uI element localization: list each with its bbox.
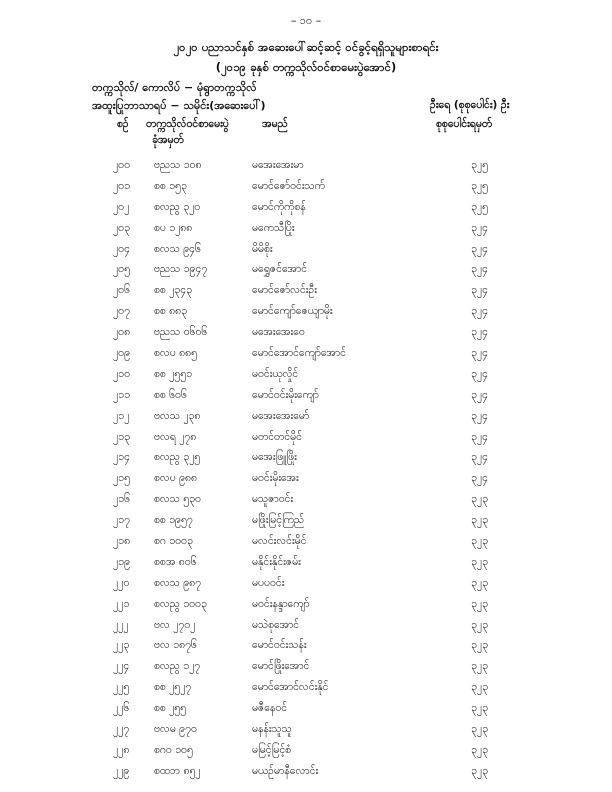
row-number: ၂၂၆: [113, 702, 130, 715]
student-name: မယဉ်မာနီလောင်း: [252, 764, 319, 777]
row-number: ၂၂၃: [113, 639, 130, 652]
table-row: [0, 408, 612, 429]
total-marks: ၃၂၄: [471, 347, 488, 360]
roll-number: စစ ၂၅၂၇: [154, 681, 192, 694]
roll-number: စစ ၂၅၅: [154, 702, 187, 715]
total-marks: ၃၂၅: [471, 200, 488, 213]
total-marks: ၃၂၃: [471, 639, 488, 652]
student-name: မအေးအေးမော်: [252, 409, 310, 422]
roll-number: စလသ ၉၄၆: [154, 242, 201, 255]
student-name: မသူဇာဝင်း: [252, 493, 294, 506]
roll-number: စလပ ၈၈၅: [154, 347, 197, 360]
total-marks: ၃၂၄: [471, 472, 488, 485]
table-row: [0, 742, 612, 763]
table-row: [0, 387, 612, 408]
student-name: မအေးဖြူဖြိုး: [252, 451, 297, 464]
roll-number: ဗလမ ၉၇၀: [154, 723, 197, 736]
roll-number: ဗညသ ၁၀၈: [154, 159, 202, 171]
total-marks: ၃၂၄: [471, 284, 488, 297]
student-name: မိမိစိုး: [252, 242, 273, 255]
roll-number: စလသ ၅၃၀: [154, 493, 201, 506]
university-line: တက္ကသိုလ်/ ကောလိပ် − မုံရွာတက္ကသိုလ်: [92, 81, 257, 94]
total-marks: ၃၂၄: [471, 367, 488, 380]
table-row: [0, 679, 612, 700]
table-row: [0, 470, 612, 491]
roll-number: ဗလသ ၂၃၈: [154, 409, 201, 422]
total-marks: ၃၂၅: [471, 179, 488, 192]
row-number: ၂၂၂: [113, 618, 129, 631]
document-subtitle: (၂၀၁၉ ခုနှစ် တက္ကသိုလ်ဝင်စာမေးပွဲအောင်): [215, 60, 397, 74]
student-name: မသဲစုအောင်: [252, 618, 300, 631]
table-row: [0, 282, 612, 303]
total-marks: ၃၂၃: [471, 681, 488, 694]
table-row: [0, 449, 612, 470]
row-number: ၂၀၈: [113, 326, 131, 339]
total-marks: ၃၂၃: [471, 702, 488, 715]
row-number: ၂၁၁: [113, 388, 130, 401]
roll-number: စဂ၀ ၁၀၅: [154, 743, 193, 756]
roll-number: ဗညသ ၁၉၄၇: [154, 263, 208, 276]
roll-number: စလသ ၉၈၇: [154, 576, 202, 589]
table-row: [0, 575, 612, 596]
total-marks: ၃၂၃: [471, 597, 488, 610]
total-marks: ၃၂၃: [471, 514, 488, 527]
student-name: မဝင်းနန္ဒာကျော်: [252, 597, 310, 610]
student-name: မောင်ဇော်လင်းဦး: [252, 284, 317, 297]
roll-number: စစ ၆၀၆: [154, 388, 187, 401]
total-marks: ၃၂၃: [471, 660, 488, 673]
roll-number: စလညွ ၃၂၀: [154, 200, 201, 213]
total-marks: ၃၂၃: [471, 555, 488, 568]
table-row: [0, 178, 612, 199]
total-marks: ၃၂၃: [471, 723, 488, 736]
roll-number: စလပ ၉၈၈: [154, 472, 197, 485]
row-number: ၂၀၆: [113, 284, 130, 297]
row-number: ၂၁၀: [113, 367, 130, 380]
total-marks: ၃၂၃: [471, 493, 488, 506]
row-number: ၂၂၅: [113, 681, 130, 694]
row-number: ၂၀၂: [113, 200, 130, 213]
roll-number: စစ ၈၈၃: [154, 305, 188, 318]
row-number: ၂၁၈: [113, 535, 131, 548]
student-name: မအေးအေးဝေ: [252, 326, 305, 339]
total-marks: ၃၂၄: [471, 242, 488, 255]
table-row: [0, 157, 612, 178]
total-marks: ၃၂၄: [471, 305, 488, 318]
roll-number: စစအ ၈၀၆: [154, 555, 197, 568]
roll-number: စလညွ ၁၂၇: [154, 660, 201, 673]
table-row: [0, 199, 612, 220]
table-row: [0, 763, 612, 784]
table-row: [0, 512, 612, 533]
row-number: ၂၁၅: [113, 472, 130, 485]
total-marks: ၃၂၄: [471, 263, 488, 276]
table-row: [0, 324, 612, 345]
total-marks: ၃၂၃: [471, 618, 488, 631]
roll-number: စစ ၁၉၅၇: [154, 514, 193, 527]
total-marks: ၃၂၄: [471, 409, 488, 422]
student-name: မတင်တင်မိုင်: [252, 430, 302, 443]
total-marks: ၃၂၅: [471, 159, 488, 171]
row-number: ၂၀၁: [113, 179, 130, 192]
table-row: [0, 554, 612, 575]
column-header-no: စဉ်: [117, 118, 129, 130]
table-row: [0, 658, 612, 679]
column-header-roll-line2: ခုံအမှတ်: [152, 134, 184, 146]
total-marks: ၃၂၃: [471, 764, 488, 777]
student-name: မဝင်းမိုးအေး: [252, 472, 299, 485]
student-name: မကေသီပြိုး: [252, 221, 295, 234]
student-name: မနိုင်းနိုင်းဇမ်း: [252, 555, 301, 568]
column-header-marks: စုစုပေါင်းရမှတ်: [436, 118, 493, 130]
student-name: မောင်ကျော်ဇေယျာမိုး: [252, 305, 333, 318]
table-row: [0, 533, 612, 554]
column-header-name: အမည်: [262, 118, 288, 130]
total-marks: ၃၂၃: [471, 535, 488, 548]
student-name: မောင်ဝင်းမိုးကျော်: [252, 388, 319, 401]
table-row: [0, 241, 612, 262]
row-number: ၂၀၇: [113, 305, 130, 318]
student-name: မပပဝင်း: [252, 576, 285, 589]
total-marks: ၃၂၃: [471, 743, 488, 756]
row-number: ၂၂၈: [113, 743, 130, 756]
results-table: [0, 157, 612, 784]
row-number: ၂၂၁: [113, 597, 130, 610]
roll-number: စပ ၁၂၈၈: [154, 221, 193, 234]
roll-number: ဗလ ၂၇၀၂: [154, 618, 196, 631]
student-name: မောင်ကိုကိုစန်: [252, 200, 306, 213]
table-row: [0, 637, 612, 658]
roll-number: စစ ၂၅၅၁: [154, 367, 193, 380]
student-name: မောင်ဝင်းသန်း: [252, 639, 307, 652]
document-title: ၂၀၂၀ ပညာသင်နှစ် အဆေးပေါ်ဆင့်ဆင့် ဝင်ခွင့်ရရှိသူများစာရင်း: [173, 40, 439, 54]
roll-number: ဗလရ ၂၇၈: [154, 430, 197, 443]
row-number: ၂၁၂: [113, 409, 130, 422]
student-name: မအေးအေးမာ: [252, 159, 304, 171]
roll-number: စစ ၂၃၄၃: [154, 284, 193, 297]
row-number: ၂၁၃: [113, 430, 130, 443]
row-number: ၂၂၇: [113, 723, 130, 736]
total-marks: ၃၂၄: [471, 221, 488, 234]
student-name: မောင်ဖြိုးအောင်: [252, 660, 310, 673]
row-number: ၂၂၉: [113, 764, 130, 777]
student-name: မောင်အောင်လင်းနိုင်: [252, 681, 329, 694]
roll-number: ဗညသ ၀၆၀၆: [154, 326, 208, 339]
student-name: မဖြိုးမြင့်ကြည်: [252, 514, 305, 527]
table-row: [0, 261, 612, 282]
row-number: ၂၁၆: [113, 493, 130, 506]
student-name: မောင်ဇော်ဝင်းသက်: [252, 179, 325, 192]
student-name: မဝင်းယုလှိုင်: [252, 367, 299, 380]
row-number: ၂၀၀: [113, 159, 130, 171]
student-name: မဇီနေဝင်: [252, 702, 288, 715]
row-number: ၂၀၉: [113, 347, 130, 360]
roll-number: စလညွ ၁၀၀၃: [154, 597, 207, 610]
row-number: ၂၁၄: [113, 451, 130, 464]
table-row: [0, 303, 612, 324]
table-row: [0, 700, 612, 721]
roll-number: စလညွ ၃၂၅: [154, 451, 201, 464]
row-number: ၂၁၇: [113, 514, 130, 527]
row-number: ၂၁၉: [113, 555, 130, 568]
total-marks: ၃၂၄: [471, 430, 488, 443]
column-header-roll: တက္ကသိုလ်ဝင်စာမေးပွဲ: [146, 118, 229, 130]
student-name: မောင်အောင်ကျော်အောင်: [252, 347, 346, 360]
student-name: မမြင့်မြင့်စံ: [252, 743, 292, 756]
total-marks: ၃၂၄: [471, 388, 488, 401]
roll-number: စစ ၁၅၃: [154, 179, 187, 192]
page-number: – ၁၀ –: [290, 14, 322, 27]
row-number: ၂၀၄: [113, 242, 130, 255]
student-name: မလင်းလင်းမိုင်: [252, 535, 307, 548]
table-row: [0, 429, 612, 450]
student-name: မနန်းသူသူ: [252, 723, 292, 736]
table-row: [0, 596, 612, 617]
row-number: ၂၀၃: [113, 221, 130, 234]
table-row: [0, 366, 612, 387]
roll-number: ဗလ ၁၈၇၆: [154, 639, 197, 652]
row-number: ၂၀၅: [113, 263, 130, 276]
row-number: ၂၂၄: [113, 660, 130, 673]
student-name: မရွှေဇင်အောင်: [252, 263, 308, 276]
roll-number: စဂ ၁၀၀၃: [154, 535, 193, 548]
table-row: [0, 721, 612, 742]
roll-number: စထဘ ၈၅၂: [154, 764, 201, 777]
total-marks: ၃၂၄: [471, 451, 488, 464]
table-row: [0, 491, 612, 512]
subject-line: အထူးပြုဘာသာရပ် − သမိုင်း(အဆေးပေါ်): [92, 99, 266, 112]
row-number: ၂၂၀: [113, 576, 130, 589]
table-row: [0, 345, 612, 366]
total-marks: ၃၂၃: [471, 576, 488, 589]
table-row: [0, 220, 612, 241]
total-marks: ၃၂၄: [471, 326, 488, 339]
total-count-header: ဦးရေ (စုစုပေါင်း) ဦး: [430, 99, 510, 111]
table-row: [0, 617, 612, 638]
